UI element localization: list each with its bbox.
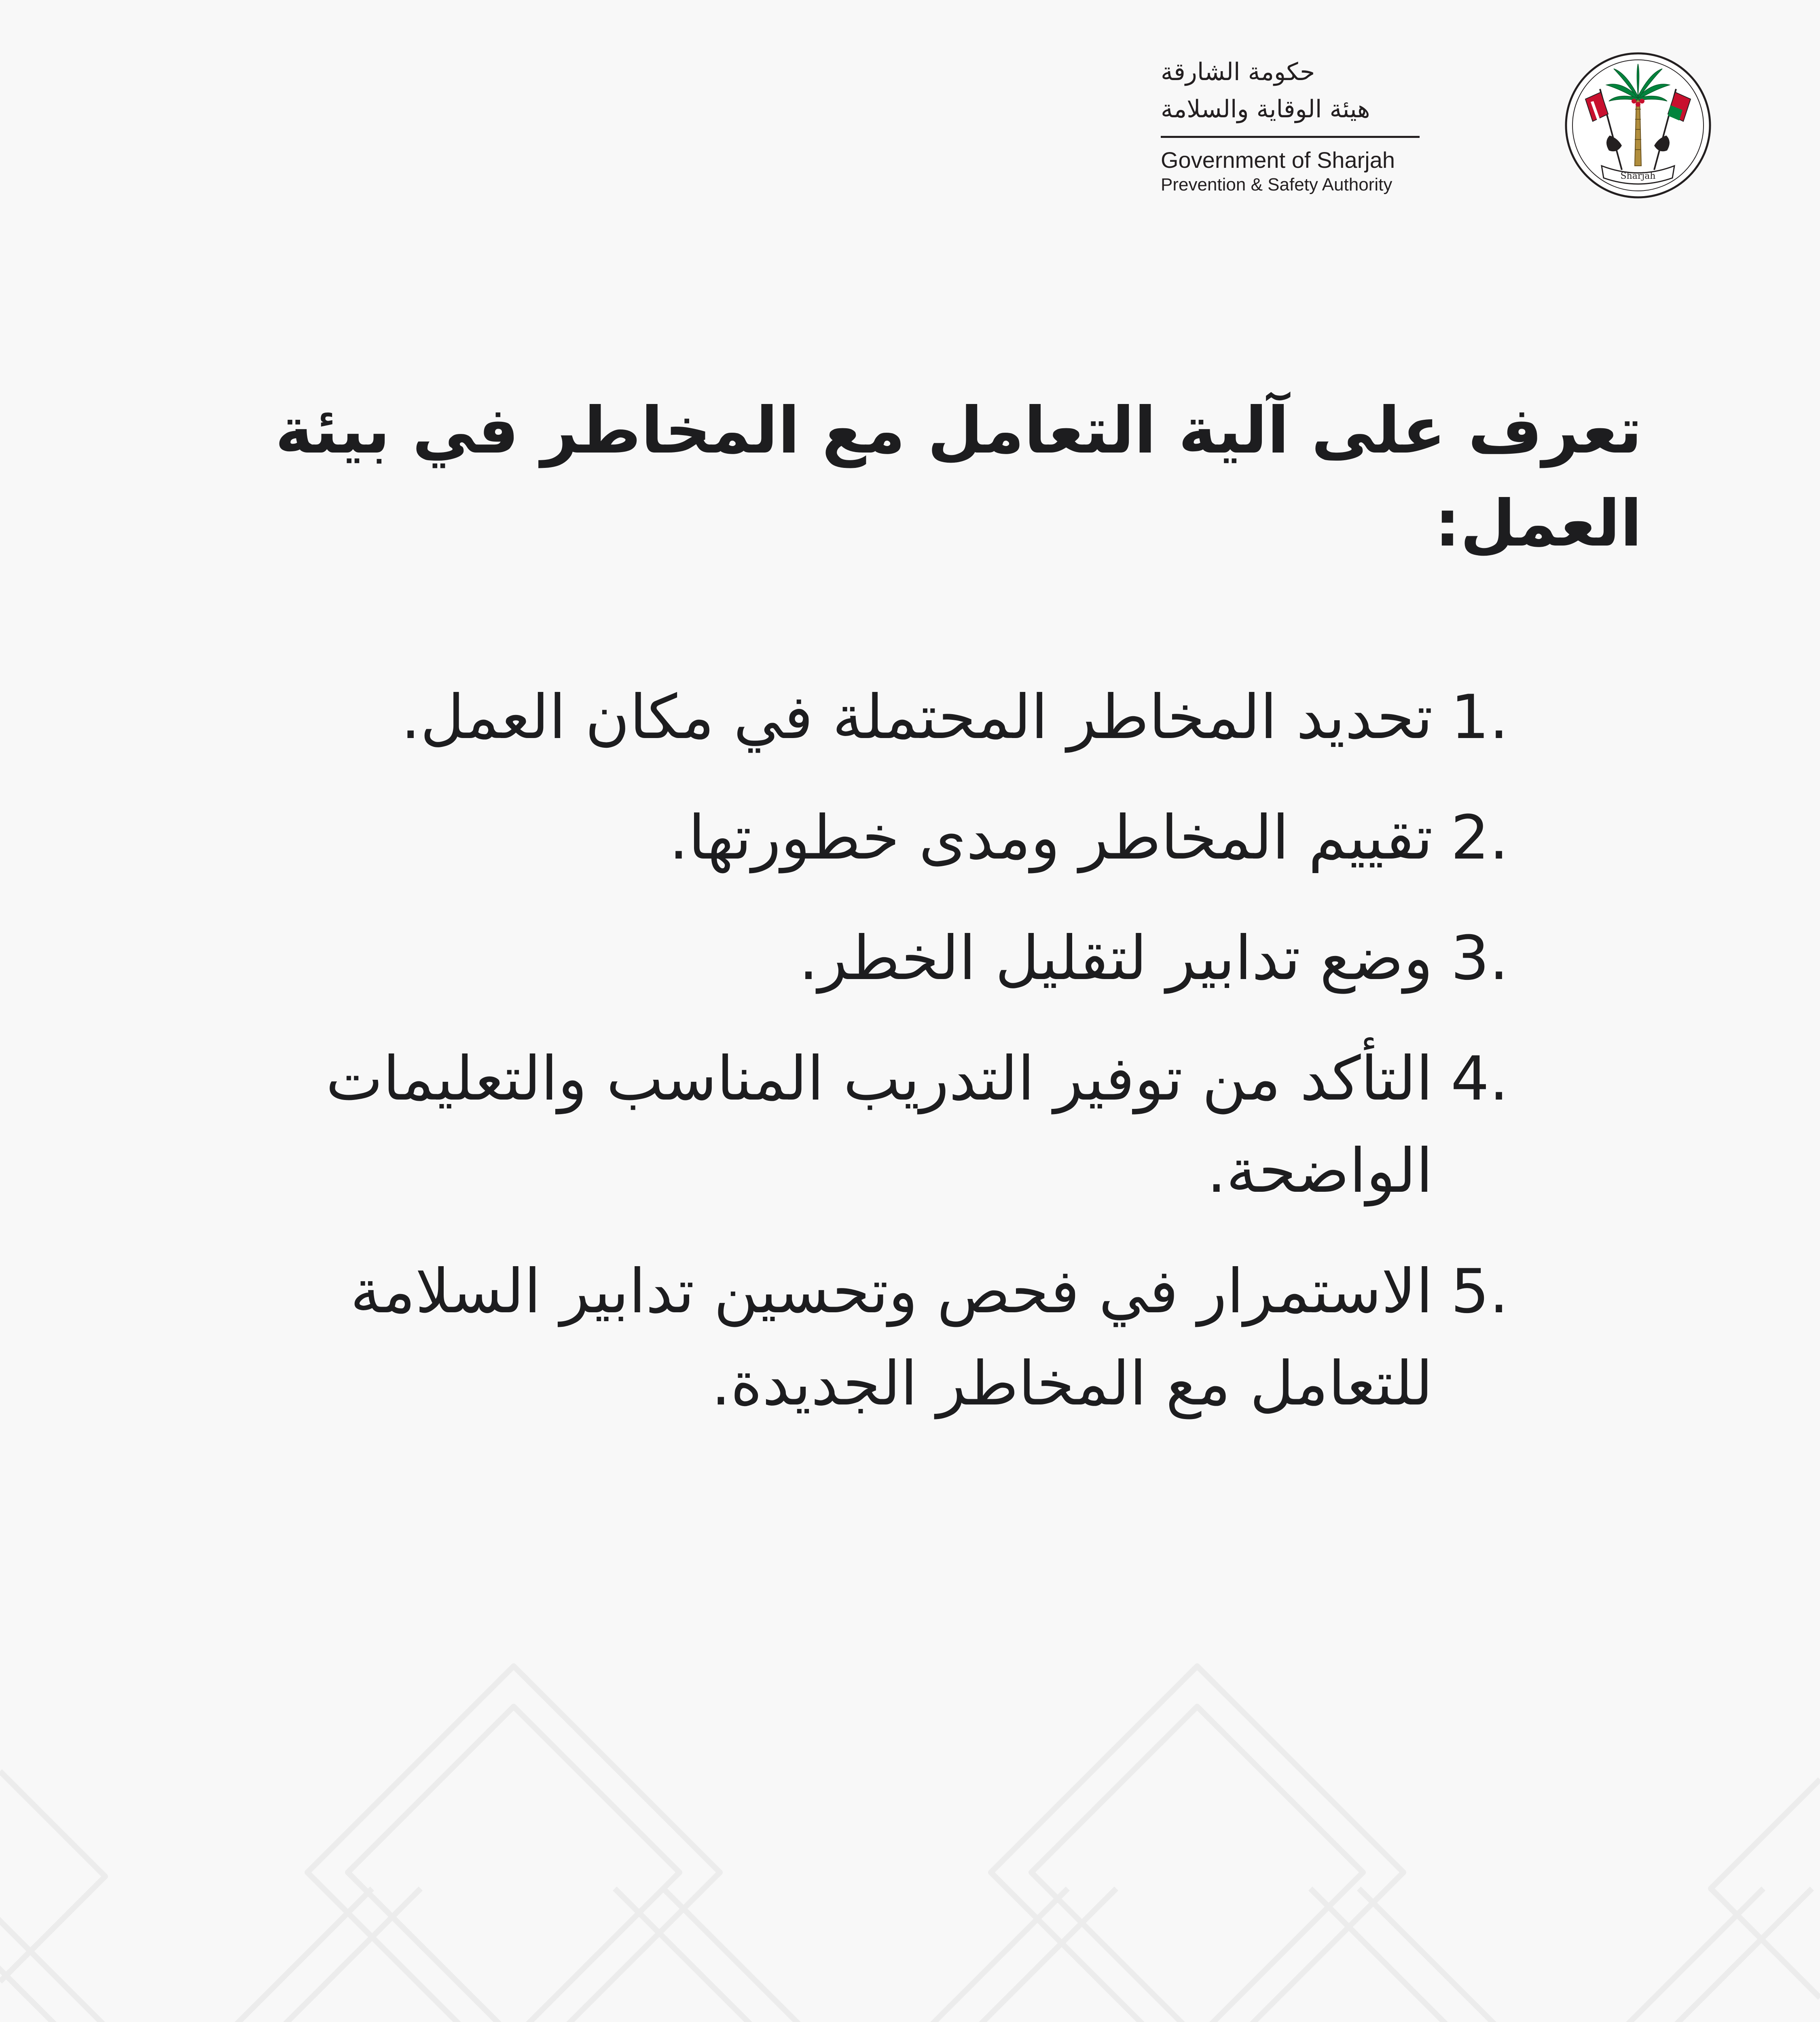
org-name-ar-line1: حكومة الشارقة [1161,58,1315,86]
step-text: تقييم المخاطر ومدى خطورتها. [669,803,1433,873]
page-title [226,384,1642,570]
org-name-en-line1: Government of Sharjah [1161,147,1395,173]
step-number: 1. [1450,682,1509,753]
steps-list [214,671,1509,1458]
org-divider [1161,136,1420,138]
list-item [214,912,1509,1005]
chevron-pattern-icon [0,1638,1820,2022]
step-number: 2. [1450,803,1509,873]
list-item [214,671,1509,764]
org-name-en-line2: Prevention & Safety Authority [1161,175,1393,195]
org-name-ar-line2: هيئة الوقاية والسلامة [1161,95,1370,123]
step-text: الاستمرار في فحص وتحسين تدابير السلامة للتعامل مع المخاطر الجديدة. [350,1256,1433,1419]
step-number: 4. [1450,1044,1509,1114]
list-item [214,1033,1509,1217]
step-text: تحديد المخاطر المحتملة في مكان العمل. [401,682,1433,753]
page-title-line1: تعرف على آلية التعامل مع المخاطر في بيئة [275,393,1642,468]
org-name-block [1161,53,1525,196]
step-number: 5. [1450,1256,1509,1327]
step-number: 3. [1450,923,1509,994]
emblem-ribbon-text: Sharjah [1620,171,1656,181]
header [1149,44,1715,214]
list-item [214,792,1509,884]
sharjah-emblem-icon [1561,44,1715,206]
page-title-line2: العمل: [1435,486,1642,561]
step-text: وضع تدابير لتقليل الخطر. [799,923,1433,994]
step-text: التأكد من توفير التدريب المناسب والتعليمات الواضحة. [326,1044,1433,1206]
list-item [214,1246,1509,1430]
